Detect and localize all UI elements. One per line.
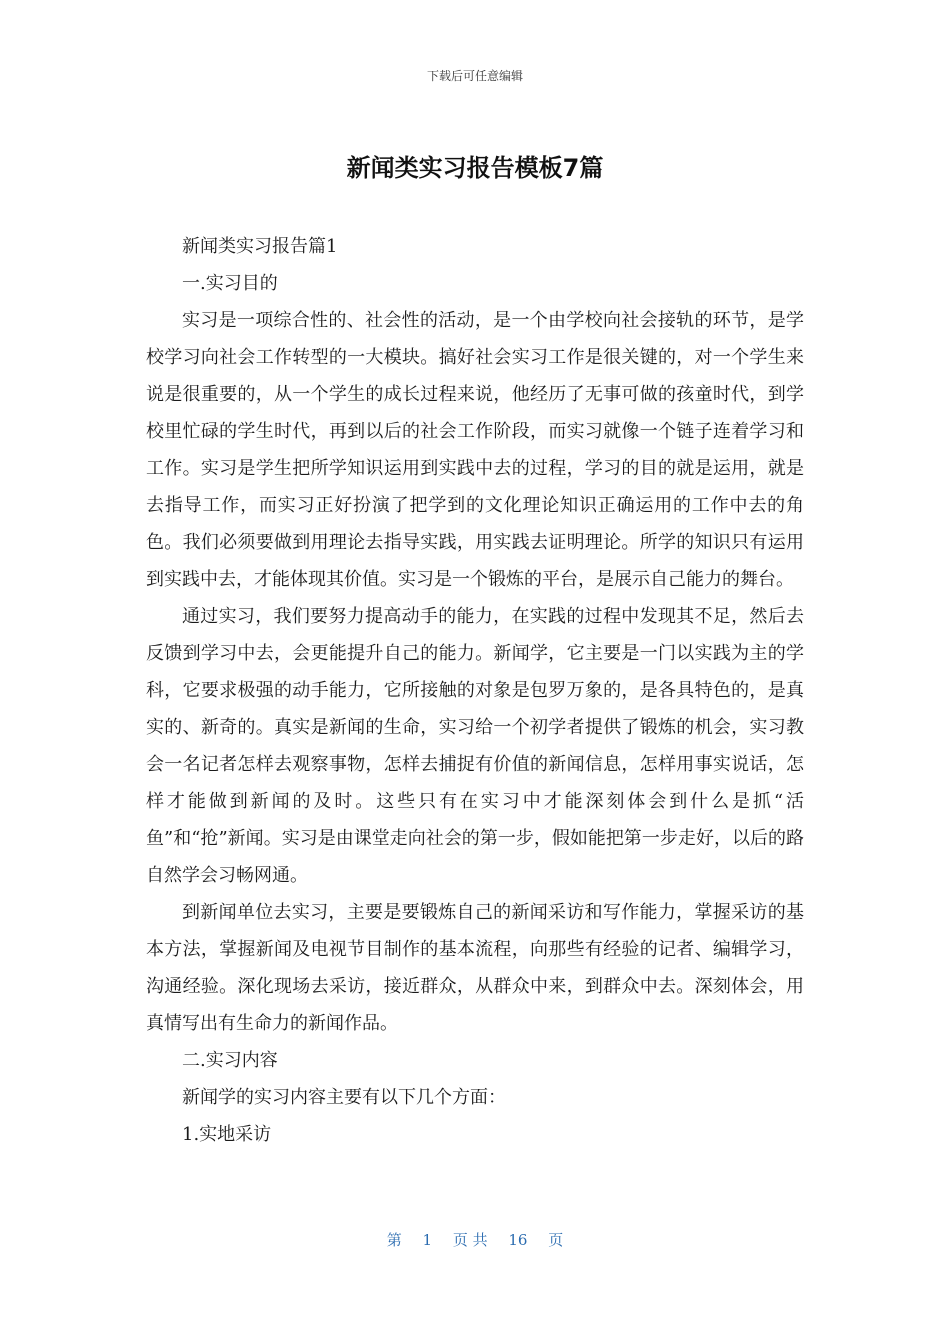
body-paragraph: 新闻学的实习内容主要有以下几个方面： [182, 1087, 506, 1108]
footer-total-pages: 16 [508, 1231, 528, 1249]
section-heading-report-1: 新闻类实习报告篇1 [182, 236, 338, 257]
footer-prefix: 第 [386, 1231, 402, 1249]
footer-current-page: 1 [422, 1231, 433, 1249]
document-title: 新闻类实习报告模板7篇 [346, 154, 604, 182]
body-paragraph: 到新闻单位去实习，主要是要锻炼自己的新闻采访和写作能力，掌握采访的基本方法，掌握新闻及电视节目制作的基本流程，向那些有经验的记者、编辑学习，沟通经验。深化现场去采访，接近群众，从群众中来，到群众中去。深刻体会，用真情写出有生命力的新闻作品。 [146, 902, 804, 1034]
footer-middle: 页 共 [452, 1231, 488, 1249]
section-heading-content: 二.实习内容 [182, 1050, 278, 1071]
section-heading-purpose: 一.实习目的 [182, 273, 278, 294]
header-note: 下载后可任意编辑 [426, 69, 523, 83]
body-paragraph: 实习是一项综合性的、社会性的活动，是一个由学校向社会接轨的环节，是学校学习向社会工作转型的一大模块。搞好社会实习工作是很关键的，对一个学生来说是很重要的，从一个学生的成长过程来说，他经历了无事可做的孩童时代，到学校里忙碌的学生时代，再到以后的社会工作阶段，而实习就像一个链子连着学习和工作。实习是学生把所学知识运用到实践中去的过程，学习的目的就是运用，就是去指导工作，而实习正好扮演了把学到的文化理论知识正确运用的工作中去的角色。我们必须要做到用理论去指导实践，用实践去证明理论。所学的知识只有运用到实践中去，才能体现其价值。实习是一个锻炼的平台，是展示自己能力的舞台。 [146, 310, 804, 590]
page-footer [0, 1229, 950, 1250]
body-paragraph: 通过实习，我们要努力提高动手的能力，在实践的过程中发现其不足，然后去反馈到学习中去，会更能提升自己的能力。新闻学，它主要是一门以实践为主的学科，它要求极强的动手能力，它所接触的对象是包罗万象的，是各具特色的，是真实的、新奇的。真实是新闻的生命，实习给一个初学者提供了锻炼的机会，实习教会一名记者怎样去观察事物，怎样去捕捉有价值的新闻信息，怎样用事实说话，怎样才能做到新闻的及时。这些只有在实习中才能深刻体会到什么是抓“活鱼”和“抢”新闻。实习是由课堂走向社会的第一步，假如能把第一步走好，以后的路自然学会习畅网通。 [146, 606, 804, 886]
subsection-heading: 1.实地采访 [182, 1124, 272, 1145]
footer-suffix: 页 [548, 1231, 564, 1249]
document-body [146, 228, 804, 1153]
